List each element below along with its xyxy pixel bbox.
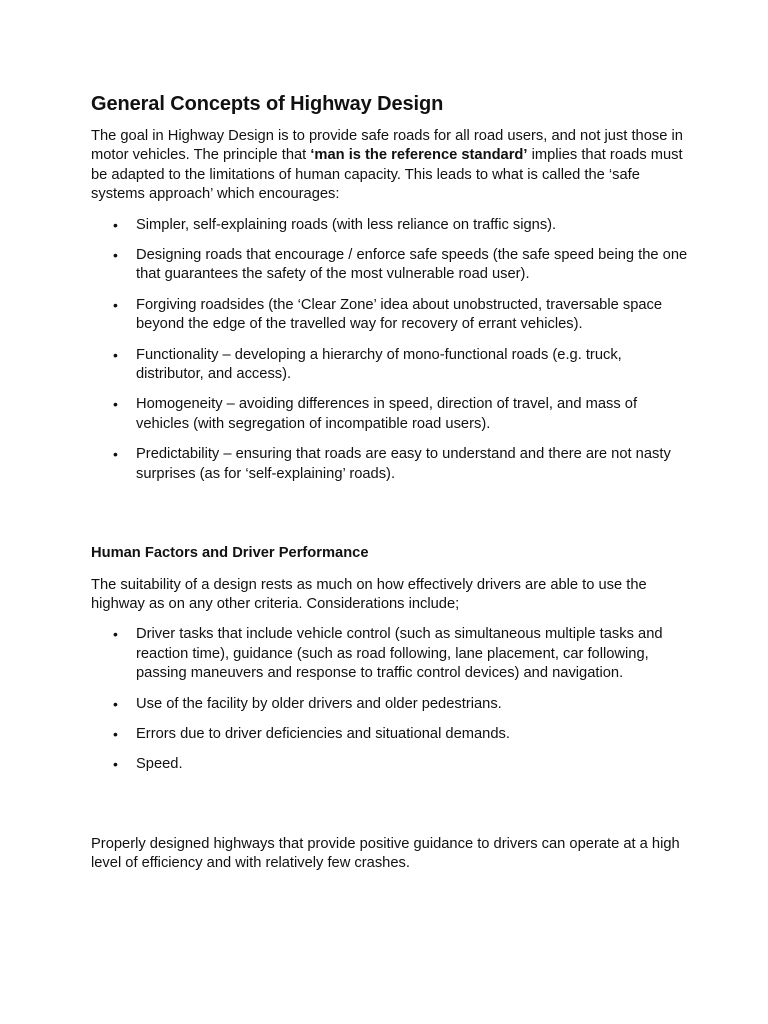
list-item-text: Simpler, self-explaining roads (with less reliance on traffic signs).	[136, 216, 557, 233]
document-content	[91, 90, 691, 874]
list-item-text: Forgiving roadsides (the ‘Clear Zone’ idea about unobstructed, traversable space beyond the edge of the travelled way for recovery of errant vehicles).	[136, 296, 663, 333]
intro-text-start: The goal in Highway Design is to provide safe roads for all road users, and not just those in motor vehicles. The principle that	[91, 128, 683, 164]
list-item-text: Functionality – developing a hierarchy of mono-functional roads (e.g. truck, distributor, and access).	[136, 346, 622, 383]
bullet-icon: •	[113, 396, 118, 413]
bullet-icon: •	[113, 725, 118, 742]
list-item-text: Errors due to driver deficiencies and situational demands.	[136, 725, 510, 742]
intro-text-end: implies that roads must be adapted to the limitations of human capacity. This leads to what is called the ‘safe systems approach’ which encourages:	[91, 147, 683, 203]
considerations-list	[91, 625, 691, 774]
list-item-text: Use of the facility by older drivers and older pedestrians.	[136, 695, 502, 712]
bullet-icon: •	[113, 216, 118, 233]
list-item-text: Driver tasks that include vehicle control (such as simultaneous multiple tasks and reaction time), guidance (such as road following, lane placement, car following, passing maneuvers and response to traffic control devices) and navigation.	[136, 626, 663, 682]
bullet-icon: •	[113, 756, 118, 773]
list-item-text: Predictability – ensuring that roads are easy to understand and there are not nasty surprises (as for ‘self-explaining’ roads).	[136, 446, 671, 482]
bullet-icon: •	[113, 346, 118, 363]
list-item	[91, 695, 691, 714]
bullet-icon: •	[113, 695, 118, 712]
list-item	[91, 625, 691, 683]
list-item-text: Speed.	[136, 756, 183, 773]
list-item	[91, 755, 691, 774]
list-item-text: Homogeneity – avoiding differences in speed, direction of travel, and mass of vehicles (with segregation of incompatible road users).	[136, 396, 638, 432]
intro-paragraph	[91, 127, 691, 205]
list-item	[91, 216, 691, 235]
bullet-icon: •	[113, 446, 118, 463]
list-item	[91, 346, 691, 385]
bullet-icon: •	[113, 626, 118, 643]
list-item	[91, 395, 691, 434]
bullet-icon: •	[113, 296, 118, 313]
bullet-icon: •	[113, 247, 118, 264]
section-heading: Human Factors and Driver Performance	[91, 545, 369, 562]
list-item	[91, 246, 691, 285]
list-item	[91, 296, 691, 335]
intro-bold-phrase: ‘man is the reference standard’	[310, 147, 528, 164]
page-title: General Concepts of Highway Design	[91, 93, 444, 115]
list-item	[91, 445, 691, 484]
section-paragraph: The suitability of a design rests as much on how effectively drivers are able to use the highway as on any other criteria. Considerations include;	[91, 576, 647, 612]
closing-paragraph: Properly designed highways that provide positive guidance to drivers can operate at a high level of efficiency and with relatively few crashes.	[91, 835, 680, 872]
list-item	[91, 725, 691, 744]
safe-systems-list	[91, 216, 691, 484]
list-item-text: Designing roads that encourage / enforce safe speeds (the safe speed being the one that guarantees the safety of the most vulnerable road user).	[136, 247, 688, 283]
